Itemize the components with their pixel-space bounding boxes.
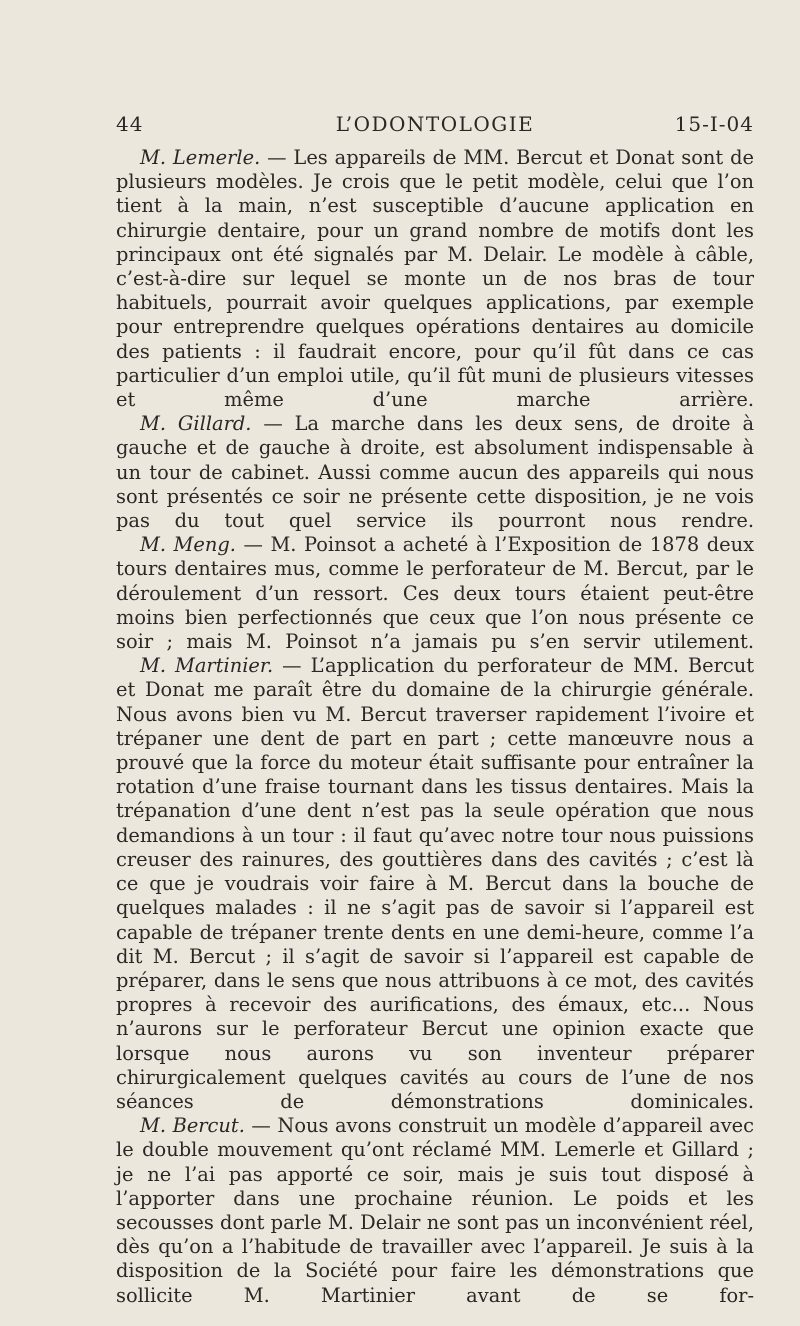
speaker-name: M. Martinier. bbox=[140, 654, 274, 678]
running-header bbox=[116, 112, 754, 138]
paragraph-lemerle bbox=[116, 146, 754, 412]
article-body bbox=[116, 146, 754, 1308]
journal-title: L’ODONTOLOGIE bbox=[335, 112, 535, 136]
speaker-name: M. Gillard. bbox=[140, 412, 252, 436]
paragraph-text: — La marche dans les deux sens, de droite à gauche et de gauche à droite, est absolument indispensable à un tour de cabinet. Aussi comme aucun des appareils qui nous sont présentés ce soir ne présente cette disposition, je ne vois pas du tout quel service ils pourront nous rendre. bbox=[116, 412, 754, 533]
speaker-name: M. Bercut. bbox=[140, 1114, 245, 1138]
paragraph-text: — Les appareils de MM. Bercut et Donat sont de plusieurs modèles. Je crois que le petit modèle, celui que l’on tient à la main, n’est susceptible d’aucune application en chirurgie dentaire, pour un grand nombre de motifs dont les principaux ont été signalés par M. Delair. Le modèle à câble, c’est-à-dire sur lequel se monte un de nos bras de tour habituels, pourrait avoir quelques applications, par exemple pour entreprendre quelques opérations dentaires au domicile des patients : il faudrait encore, pour qu’il fût dans ce cas particulier d’un emploi utile, qu’il fût muni de plusieurs vitesses et même d’une marche arrière. bbox=[116, 146, 754, 412]
paragraph-martinier bbox=[116, 654, 754, 1114]
paragraph-meng bbox=[116, 533, 754, 654]
speaker-name: M. Lemerle. bbox=[140, 146, 261, 169]
paragraph-text: — L’application du perforateur de MM. Bercut et Donat me paraît être du domaine de la chirurgie générale. Nous avons bien vu M. Bercut traverser rapidement l’ivoire et trépaner une dent de part en part ; cette manœuvre nous a prouvé que la force du moteur était suffisante pour entraîner la rotation d’une fraise tournant dans les tissus dentaires. Mais la trépanation d’une dent n’est pas la seule opération que nous demandions à un tour : il faut qu’avec notre tour nous puissions creuser des rainures, des gouttières dans des cavités ; c’est là ce que je voudrais voir faire à M. Bercut dans la bouche de quelques malades : il ne s’agit pas de savoir si l’appareil est capable de trépaner trente dents en une demi-heure, comme l’a dit M. Bercut ; il s’agit de savoir si l’appareil est capable de préparer, dans le sens que nous attribuons à ce mot, des cavités propres à recevoir des aurifications, des émaux, etc... Nous n’aurons sur le perforateur Bercut une opinion exacte que lorsque nous aurons vu son inventeur préparer chirurgicalement quelques cavités au cours de l’une de nos séances de démonstrations dominicales. bbox=[116, 654, 755, 1113]
speaker-name: M. Meng. bbox=[140, 533, 236, 557]
paragraph-text: — Nous avons construit un modèle d’appareil avec le double mouvement qu’ont réclamé MM. Lemerle et Gillard ; je ne l’ai pas apporté ce soir, mais je suis tout disposé à l’apporter dans une prochaine réunion. Le poids et les secousses dont parle M. Delair ne sont pas un inconvénient réel, dès qu’on a l’habitude de travailler avec l’appareil. Je suis à la disposition de la Société pour faire les démonstrations que sollicite M. Martinier avant de se for- bbox=[116, 1114, 754, 1307]
paragraph-text: — M. Poinsot a acheté à l’Exposition de 1878 deux tours dentaires mus, comme le perforateur de M. Bercut, par le déroulement d’un ressort. Ces deux tours étaient peut-être moins bien perfectionnés que ceux que l’on nous présente ce soir ; mais M. Poinsot n’a jamais pu s’en servir utilement. bbox=[116, 533, 755, 654]
issue-date: 15-I-04 bbox=[674, 112, 754, 136]
paragraph-gillard bbox=[116, 412, 754, 533]
page-number: 44 bbox=[116, 112, 144, 136]
paragraph-bercut bbox=[116, 1114, 754, 1308]
